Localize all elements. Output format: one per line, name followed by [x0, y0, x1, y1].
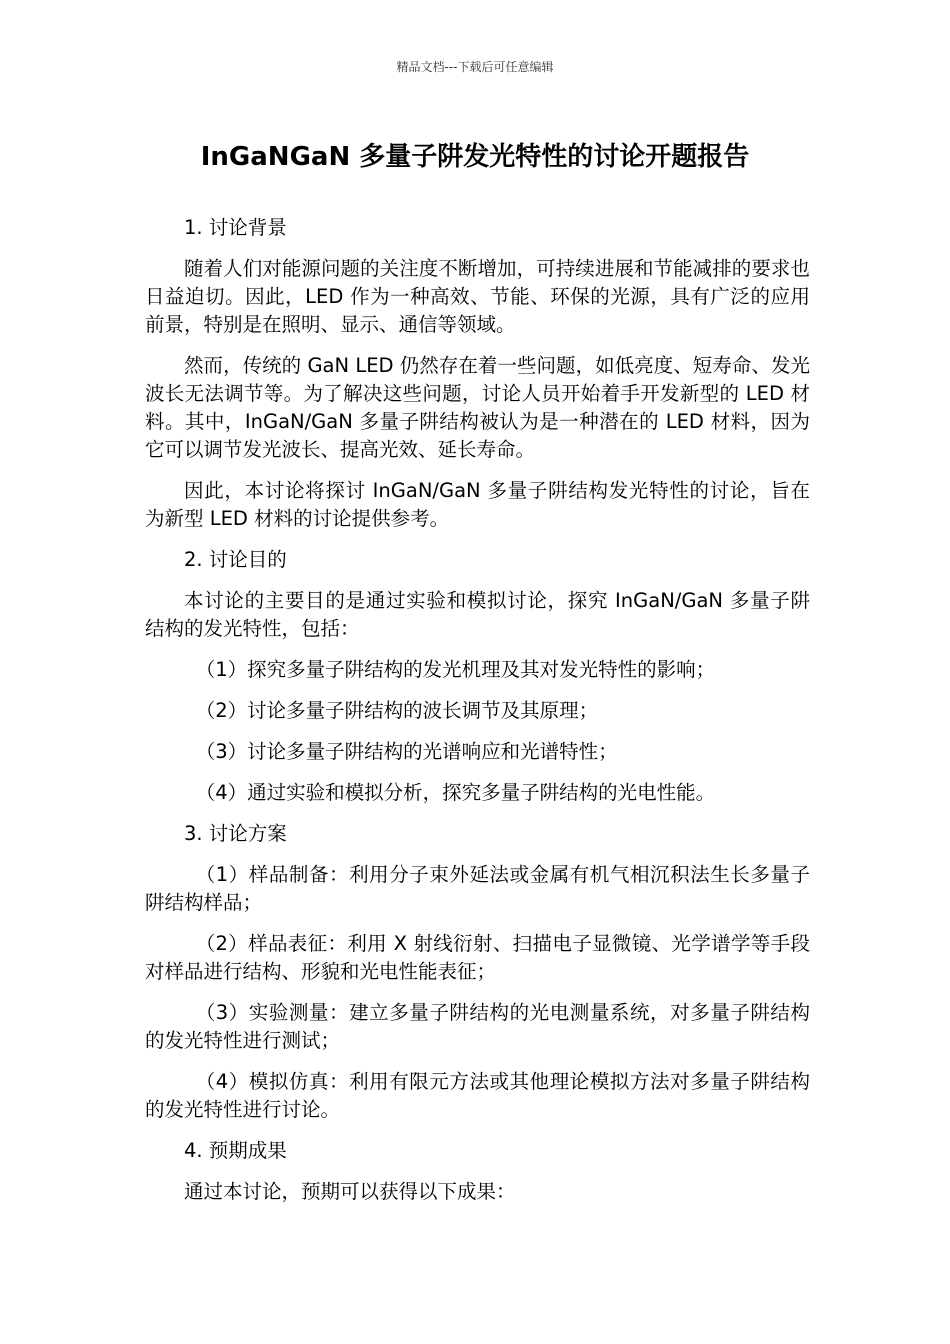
- paragraph: 因此，本讨论将探讨 InGaN/GaN 多量子阱结构发光特性的讨论，旨在为新型 LED 材料的讨论提供参考。: [145, 479, 810, 530]
- list-item: （1）探究多量子阱结构的发光机理及其对发光特性的影响；: [195, 658, 716, 681]
- list-item: （4）通过实验和模拟分析，探究多量子阱结构的光电性能。: [195, 781, 716, 804]
- document-body: [145, 214, 810, 1219]
- list-item: （2）样品表征：利用 X 射线衍射、扫描电子显微镜、光学谱学等手段对样品进行结构、形貌和光电性能表征；: [145, 932, 810, 983]
- section-heading-purpose: 2. 讨论目的: [184, 548, 287, 571]
- list-item: （1）样品制备：利用分子束外延法或金属有机气相沉积法生长多量子阱结构样品；: [145, 863, 810, 914]
- list-item: （3）实验测量：建立多量子阱结构的光电测量系统，对多量子阱结构的发光特性进行测试；: [145, 1001, 810, 1052]
- paragraph: 通过本讨论，预期可以获得以下成果：: [184, 1180, 516, 1203]
- document-title: InGaNGaN 多量子阱发光特性的讨论开题报告: [200, 142, 750, 172]
- list-item: （4）模拟仿真：利用有限元方法或其他理论模拟方法对多量子阱结构的发光特性进行讨论。: [145, 1070, 810, 1121]
- paragraph: 随着人们对能源问题的关注度不断增加，可持续进展和节能减排的要求也日益迫切。因此，LED 作为一种高效、节能、环保的光源，具有广泛的应用前景，特别是在照明、显示、通信等领域。: [145, 257, 810, 336]
- list-item: （2）讨论多量子阱结构的波长调节及其原理；: [195, 699, 599, 722]
- section-heading-outcomes: 4. 预期成果: [184, 1139, 287, 1162]
- section-heading-plan: 3. 讨论方案: [184, 822, 287, 845]
- header-note: 精品文档---下载后可任意编辑: [396, 60, 554, 74]
- section-heading-background: 1. 讨论背景: [184, 216, 287, 239]
- list-item: （3）讨论多量子阱结构的光谱响应和光谱特性；: [195, 740, 618, 763]
- paragraph: 本讨论的主要目的是通过实验和模拟讨论，探究 InGaN/GaN 多量子阱结构的发光特性，包括：: [145, 589, 810, 640]
- paragraph: 然而，传统的 GaN LED 仍然存在着一些问题，如低亮度、短寿命、发光波长无法调节等。为了解决这些问题，讨论人员开始着手开发新型的 LED 材料。其中，InGaN/GaN 多量子阱结构被认为是一种潜在的 LED 材料，因为它可以调节发光波长、提高光效、延长寿命。: [145, 354, 810, 461]
